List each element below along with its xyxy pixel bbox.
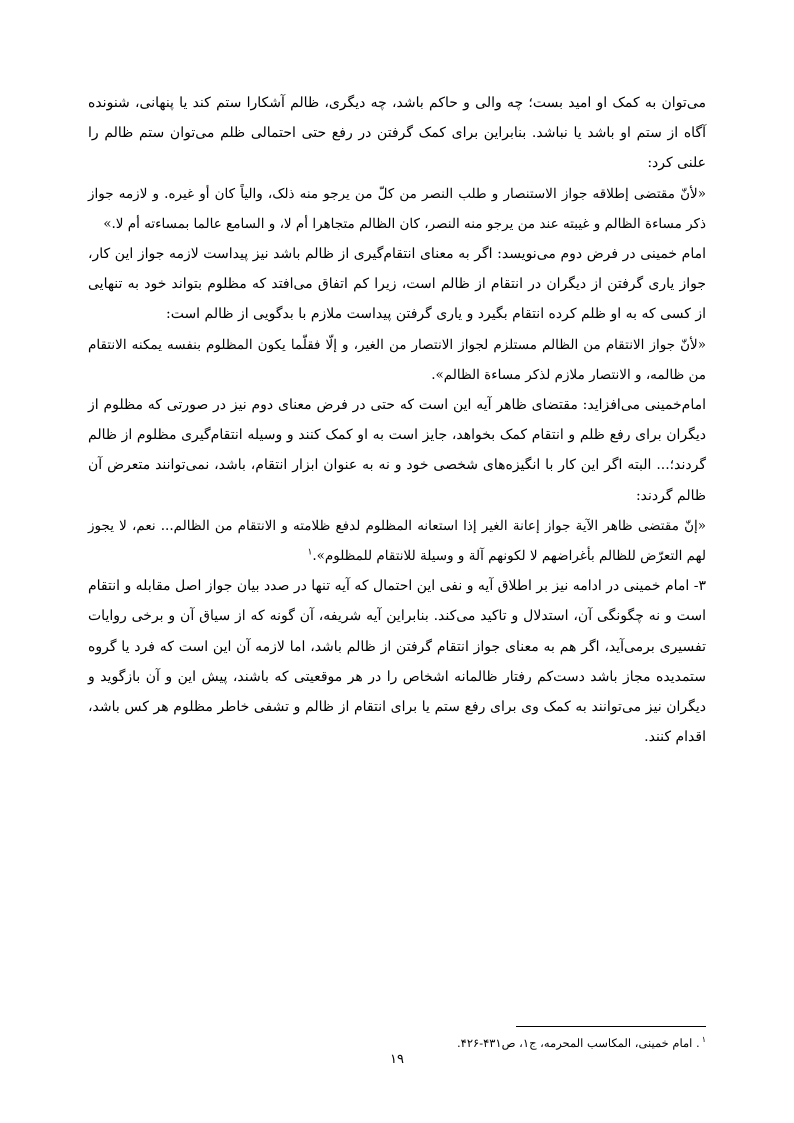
body-text: [88, 88, 706, 752]
paragraph-4: ۳- امام خمینی در ادامه نیز بر اطلاق آیه و نفی این احتمال که آیه تنها در صدد بیان جواز اصل مقابله و انتقام است و نه چگونگی آن، استدلال و تاکید می‌کند. بنابراین آیه شریفه، آن گونه که از سیاق آن و برخی روایات تفسیری برمی‌آید، اگر هم به معنای جواز انتقام گرفتن از ظالم باشد، اما لازمه آن این است که فرد یا گروه ستمدیده مجاز باشد دست‌کم رفتار ظالمانه اشخاص را در هر موقعیتی که باشند، پیش این و آن بازگوید و دیگران نیز می‌توانند به کمک وی برای رفع ستم یا برای انتقام از ظالم و تشفی خاطر مظلوم هر کس باشد، اقدام کنند.: [87, 578, 706, 746]
footnote-separator: [516, 1026, 706, 1027]
paragraph-2: امام خمینی در فرض دوم می‌نویسد: اگر به معنای انتقام‌گیری از ظالم باشد نیز پیداست لازمه جواز این کار، جواز یاری گرفتن از دیگران در انتقام از ظالم است، زیرا کم اتفاق می‌افتد که مظلوم بتواند خود به تنهایی از کسی که به او ظلم کرده انتقام بگیرد و یاری گرفتن پیداست ملازم با بدگویی از ظالم است:: [88, 246, 706, 323]
page-number: ۱۹: [390, 1052, 404, 1067]
footnote-text: . امام خمینی، المکاسب المحرمه، ج۱، ص۴۳۱-۴۲۶.: [457, 1036, 700, 1050]
paragraph-3: امام‌خمینی می‌افزاید: مقتضای ظاهر آیه این است که حتی در فرض معنای دوم نیز در صورتی که مظلوم از دیگران برای رفع ظلم و انتقام کمک بخواهد، جایز است به او کمک کنند و وسیله انتقام‌گیری مظلوم از ظالم گردند؛... البته اگر این کار با انگیزه‌های شخصی خود و نه به عنوان ابزار انتقام، باشد، نمی‌توانند متعرض آن ظالم گردند:: [88, 397, 707, 504]
footnote-number: ۱: [701, 1035, 706, 1045]
arabic-quote-1: «لأنّ مقتضی إطلاقه جواز الاستنصار و طلب النصر من کلّ من یرجو منه ذلک، والیاً کان أو غیره. و لازمه جواز ذکر مساءة الظالم و غیبته عند من یرجو منه النصر، کان الظالم متجاهرا أم لا، و السامع عالما بمساءته أم لا.»: [88, 185, 706, 232]
footnote-reference[interactable]: ۱: [307, 547, 313, 558]
arabic-quote-2: «لأنّ جواز الانتقام من الظالم مستلزم لجواز الانتصار من الغیر، و إلّا فقلّما یکون المظلوم بنفسه یمکنه الانتقام من ظالمه، و الانتصار ملازم لذکر مساءة الظالم».: [88, 336, 706, 383]
paragraph-1: می‌توان به کمک او امید بست؛ چه والی و حاکم باشد، چه دیگری، ظالم آشکارا ستم کند یا پنهانی، شنونده آگاه از ستم او باشد یا نباشد. بنابراین برای کمک گرفتن در رفع حتی احتمالی ظلم می‌توان ستم ظالم را علنی کرد:: [88, 95, 706, 172]
arabic-quote-3: [88, 511, 706, 571]
arabic-quote-3-text: «إنّ مقتضی ظاهر الآیة جواز إعانة الغیر إذا استعانه المظلوم لدفع ظلامته و الانتقام من الظالم... نعم، لا یجوز لهم التعرّض للظالم بأغراضهم لا لکونهم آلة و وسیلة للانتقام للمظلوم».: [88, 517, 706, 565]
